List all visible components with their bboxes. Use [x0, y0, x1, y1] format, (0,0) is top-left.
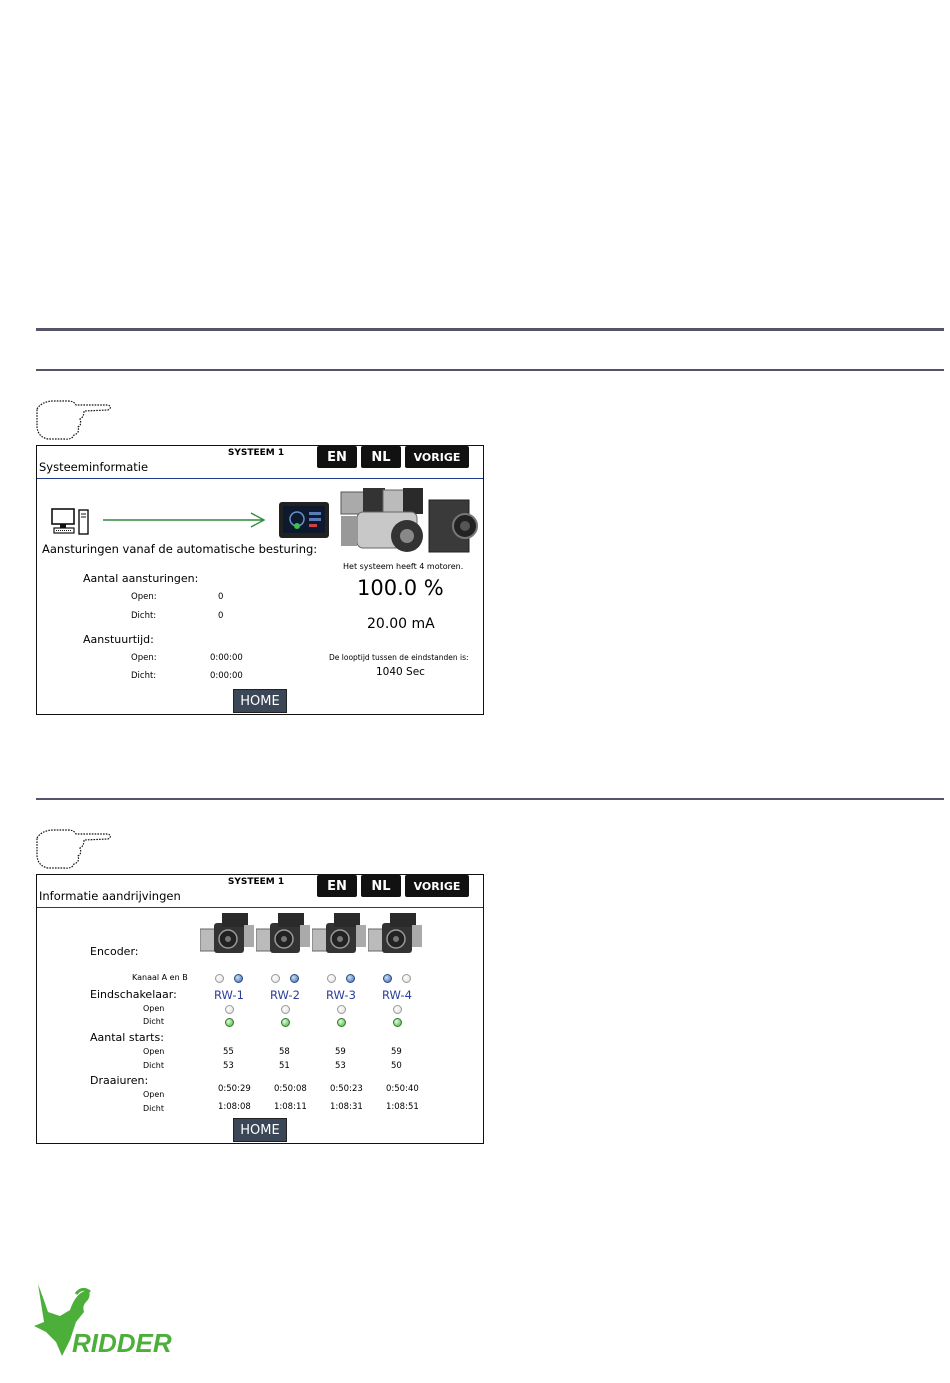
- encoder-b-led: [234, 974, 243, 983]
- time-closed-label: Dicht:: [131, 671, 157, 681]
- vorige-button[interactable]: VORIGE: [405, 446, 469, 468]
- motors-count-text: Het systeem heeft 4 motoren.: [343, 562, 464, 571]
- drive-motor-image: [256, 911, 312, 957]
- en-button[interactable]: EN: [317, 446, 357, 468]
- hours-closed-value: 1:08:51: [386, 1102, 419, 1112]
- system-title: SYSTEEM 1: [227, 448, 285, 458]
- en-button[interactable]: EN: [317, 875, 357, 897]
- encoder-label: Encoder:: [90, 945, 139, 958]
- hours-open-value: 0:50:40: [386, 1084, 419, 1094]
- starts-label: Aantal starts:: [90, 1031, 164, 1044]
- time-heading: Aanstuurtijd:: [83, 633, 154, 646]
- limit-closed-led: [393, 1018, 402, 1027]
- percent-value: 100.0 %: [357, 576, 444, 600]
- hours-open-label: Open: [143, 1090, 165, 1099]
- encoder-a-led: [215, 974, 224, 983]
- nl-button[interactable]: NL: [361, 875, 401, 897]
- runtime-value: 1040 Sec: [376, 666, 425, 678]
- encoder-b-led: [290, 974, 299, 983]
- header-divider: [37, 478, 483, 479]
- encoder-a-led: [383, 974, 392, 983]
- flow-label: Aansturingen vanaf de automatische besturing:: [42, 542, 318, 556]
- drive-motor-image: [368, 911, 424, 957]
- limit-open-led: [225, 1005, 234, 1014]
- limit-closed-led: [281, 1018, 290, 1027]
- limit-open-led: [393, 1005, 402, 1014]
- limit-open-led: [281, 1005, 290, 1014]
- encoder-b-led: [402, 974, 411, 983]
- starts-open-value: 58: [279, 1047, 290, 1057]
- runtime-label: De looptijd tussen de eindstanden is:: [329, 653, 469, 662]
- time-open-value: 0:00:00: [210, 653, 243, 663]
- limit-closed-led: [225, 1018, 234, 1027]
- screen-header: Informatie aandrijvingen: [39, 889, 181, 903]
- hours-closed-label: Dicht: [143, 1104, 164, 1113]
- count-open-label: Open:: [131, 592, 157, 602]
- starts-closed-value: 50: [391, 1061, 402, 1071]
- hours-open-value: 0:50:23: [330, 1084, 363, 1094]
- pointing-hand-icon: [34, 826, 114, 870]
- motors-image: [337, 486, 483, 566]
- starts-closed-label: Dicht: [143, 1061, 164, 1070]
- top-thick-rule: [36, 328, 944, 331]
- limit-closed-led: [337, 1018, 346, 1027]
- home-button[interactable]: HOME: [233, 1118, 287, 1142]
- encoder-a-led: [327, 974, 336, 983]
- controller-device-icon: [279, 502, 329, 538]
- ridder-logo: [30, 1282, 180, 1362]
- count-closed-value: 0: [218, 611, 224, 621]
- channel-label: Kanaal A en B: [132, 973, 188, 982]
- starts-open-label: Open: [143, 1047, 165, 1056]
- vorige-button[interactable]: VORIGE: [405, 875, 469, 897]
- screen-header: Systeeminformatie: [39, 460, 149, 474]
- home-button[interactable]: HOME: [233, 689, 287, 713]
- limit-open-label: Open: [143, 1004, 165, 1013]
- drive-motor-image: [200, 911, 256, 957]
- drive-name: RW-4: [382, 988, 412, 1002]
- starts-open-value: 59: [391, 1047, 402, 1057]
- hours-closed-value: 1:08:08: [218, 1102, 251, 1112]
- encoder-a-led: [271, 974, 280, 983]
- limit-closed-label: Dicht: [143, 1017, 164, 1026]
- section-rule-1: [36, 369, 944, 371]
- time-open-label: Open:: [131, 653, 157, 663]
- logo-text: RIDDER: [72, 1328, 172, 1358]
- drive-name: RW-2: [270, 988, 300, 1002]
- starts-closed-value: 53: [335, 1061, 346, 1071]
- count-closed-label: Dicht:: [131, 611, 157, 621]
- hours-open-value: 0:50:08: [274, 1084, 307, 1094]
- limit-switch-label: Eindschakelaar:: [90, 988, 177, 1001]
- drives-info-screen: [36, 874, 484, 1144]
- system-title: SYSTEEM 1: [227, 877, 285, 887]
- count-open-value: 0: [218, 592, 224, 602]
- drive-name: RW-1: [214, 988, 244, 1002]
- hours-closed-value: 1:08:11: [274, 1102, 307, 1112]
- computer-icon: [51, 508, 91, 536]
- hours-label: Draaiuren:: [90, 1074, 149, 1087]
- drive-name: RW-3: [326, 988, 356, 1002]
- header-divider: [37, 907, 483, 908]
- drive-motor-image: [312, 911, 368, 957]
- count-heading: Aantal aansturingen:: [83, 572, 199, 585]
- starts-closed-value: 53: [223, 1061, 234, 1071]
- system-info-screen: [36, 445, 484, 715]
- current-value: 20.00 mA: [367, 616, 435, 632]
- time-closed-value: 0:00:00: [210, 671, 243, 681]
- arrow-icon: [103, 512, 267, 528]
- nl-button[interactable]: NL: [361, 446, 401, 468]
- starts-open-value: 59: [335, 1047, 346, 1057]
- hours-closed-value: 1:08:31: [330, 1102, 363, 1112]
- hours-open-value: 0:50:29: [218, 1084, 251, 1094]
- starts-open-value: 55: [223, 1047, 234, 1057]
- encoder-b-led: [346, 974, 355, 983]
- starts-closed-value: 51: [279, 1061, 290, 1071]
- limit-open-led: [337, 1005, 346, 1014]
- pointing-hand-icon: [34, 397, 114, 441]
- section-rule-2: [36, 798, 944, 800]
